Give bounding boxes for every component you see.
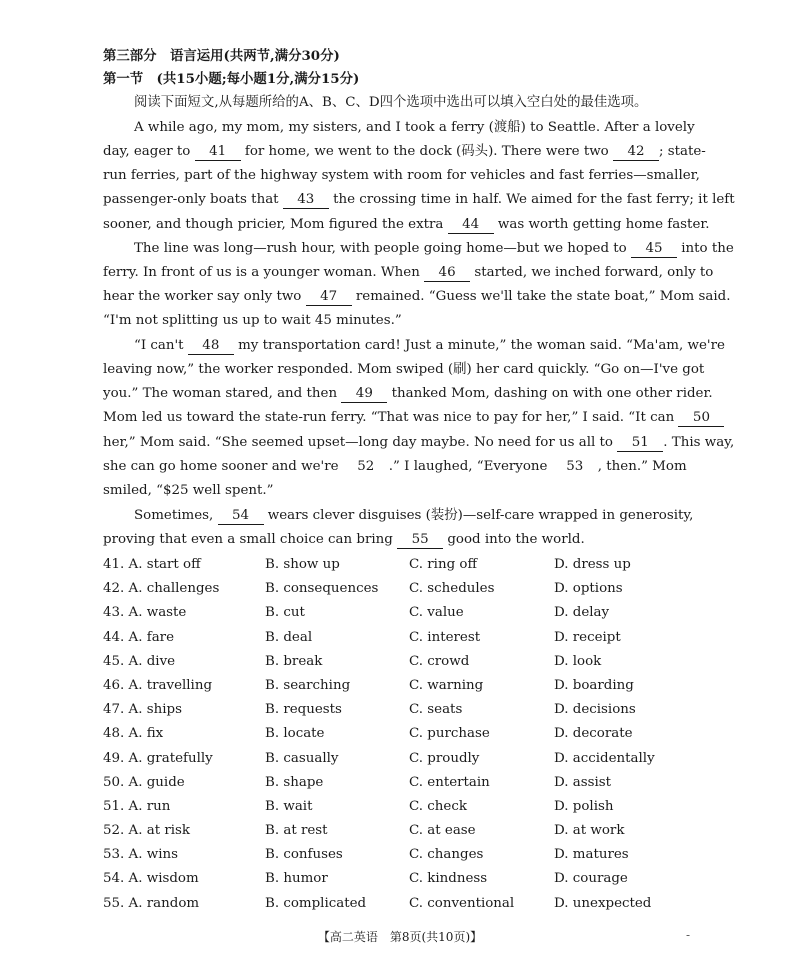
passage-line: sooner, and though pricier, Mom figured the extra 44 was worth getting home faster. <box>103 217 710 232</box>
question-row: 51. A. run B. wait C. check D. polish <box>103 798 614 814</box>
passage-line: her,” Mom said. “She seemed upset—long day maybe. No need for us all to 51 . This way, <box>103 435 735 450</box>
passage-line: “I can't 48 my transportation card! Just a minute,” the woman said. “Ma'am, we're <box>134 338 725 353</box>
question-row: 47. A. ships B. requests C. seats D. decisions <box>103 702 636 718</box>
options-list <box>103 555 703 918</box>
question-row: 50. A. guide B. shape C. entertain D. assist <box>103 774 612 790</box>
question-row: 55. A. random B. complicated C. conventional D. unexpected <box>103 895 652 911</box>
instruction: 阅读下面短文,从每题所给的A、B、C、D四个选项中选出可以填入空白处的最佳选项。 <box>134 95 648 110</box>
blank-41: 41 <box>195 144 241 161</box>
passage-line: hear the worker say only two 47 remained. “Guess we'll take the state boat,” Mom said. <box>103 289 731 304</box>
blank-43: 43 <box>283 192 329 209</box>
blank-53: 53 <box>566 459 584 474</box>
page-footer: 【高二英语 第8页(共10页)】 <box>317 930 483 944</box>
question-row: 43. A. waste B. cut C. value D. delay <box>103 605 610 621</box>
page-mark: - <box>686 928 691 942</box>
passage-line: Mom led us toward the state-run ferry. “That was nice to pay for her,” I said. “It can 50 <box>103 408 697 428</box>
passage-line: day, eager to 41 for home, we went to the dock (码头). There were two 42 ; state- <box>103 144 706 159</box>
question-row: 48. A. fix B. locate C. purchase D. decorate <box>103 726 633 742</box>
passage-line: “I'm not splitting us up to wait 45 minutes.” <box>103 313 402 328</box>
passage-line: The line was long—rush hour, with people going home—but we hoped to 45 into the <box>134 241 734 256</box>
passage-line: proving that even a small choice can bring 55 good into the world. <box>103 532 585 547</box>
blank-51: 51 <box>617 435 663 452</box>
question-row: 42. A. challenges B. consequences C. schedules D. options <box>103 581 623 597</box>
question-row: 52. A. at risk B. at rest C. at ease D. at work <box>103 823 625 839</box>
question-row: 44. A. fare B. deal C. interest D. receipt <box>103 629 621 645</box>
passage-line: ferry. In front of us is a younger woman. When 46 started, we inched forward, only to <box>103 265 714 280</box>
passage-line: Sometimes, 54 wears clever disguises (装扮)—self-care wrapped in generosity, <box>134 508 694 523</box>
blank-46: 46 <box>424 265 470 282</box>
question-row: 46. A. travelling B. searching C. warning D. boarding <box>103 677 634 693</box>
blank-45: 45 <box>631 241 677 258</box>
question-row: 41. A. start off B. show up C. ring off D. dress up <box>103 557 631 572</box>
blank-42: 42 <box>613 144 659 161</box>
blank-54: 54 <box>218 508 264 525</box>
blank-55: 55 <box>397 532 443 549</box>
question-row: 54. A. wisdom B. humor C. kindness D. courage <box>103 871 628 887</box>
passage-line: passenger-only boats that 43 the crossing time in half. We aimed for the fast ferry; it left <box>103 192 735 207</box>
part-heading: 第一节 (共15小题;每小题1分,满分15分) <box>103 71 360 87</box>
passage-line: you.” The woman stared, and then 49 thanked Mom, dashing on with one other rider. <box>103 386 713 401</box>
blank-50: 50 <box>678 410 724 427</box>
passage-line: run ferries, part of the highway system with room for vehicles and fast ferries—smaller, <box>103 168 700 183</box>
section-title: 第三部分 语言运用(共两节,满分30分) <box>103 48 340 64</box>
question-row: 45. A. dive B. break C. crowd D. look <box>103 653 602 669</box>
blank-47: 47 <box>306 289 352 306</box>
passage-line: she can go home sooner and we're 52 .” I laughed, “Everyone 53 , then.” Mom <box>103 459 687 474</box>
blank-44: 44 <box>448 217 494 234</box>
blank-49: 49 <box>341 386 387 403</box>
passage-line: leaving now,” the worker responded. Mom swiped (刷) her card quickly. “Go on—I've got <box>103 362 705 377</box>
passage-line: smiled, “$25 well spent.” <box>103 483 274 498</box>
blank-48: 48 <box>188 338 234 355</box>
question-row: 49. A. gratefully B. casually C. proudly D. accidentally <box>103 750 655 766</box>
blank-52: 52 <box>357 459 375 474</box>
passage-line: A while ago, my mom, my sisters, and I took a ferry (渡船) to Seattle. After a lovely <box>134 120 695 135</box>
question-row: 53. A. wins B. confuses C. changes D. matures <box>103 847 629 863</box>
